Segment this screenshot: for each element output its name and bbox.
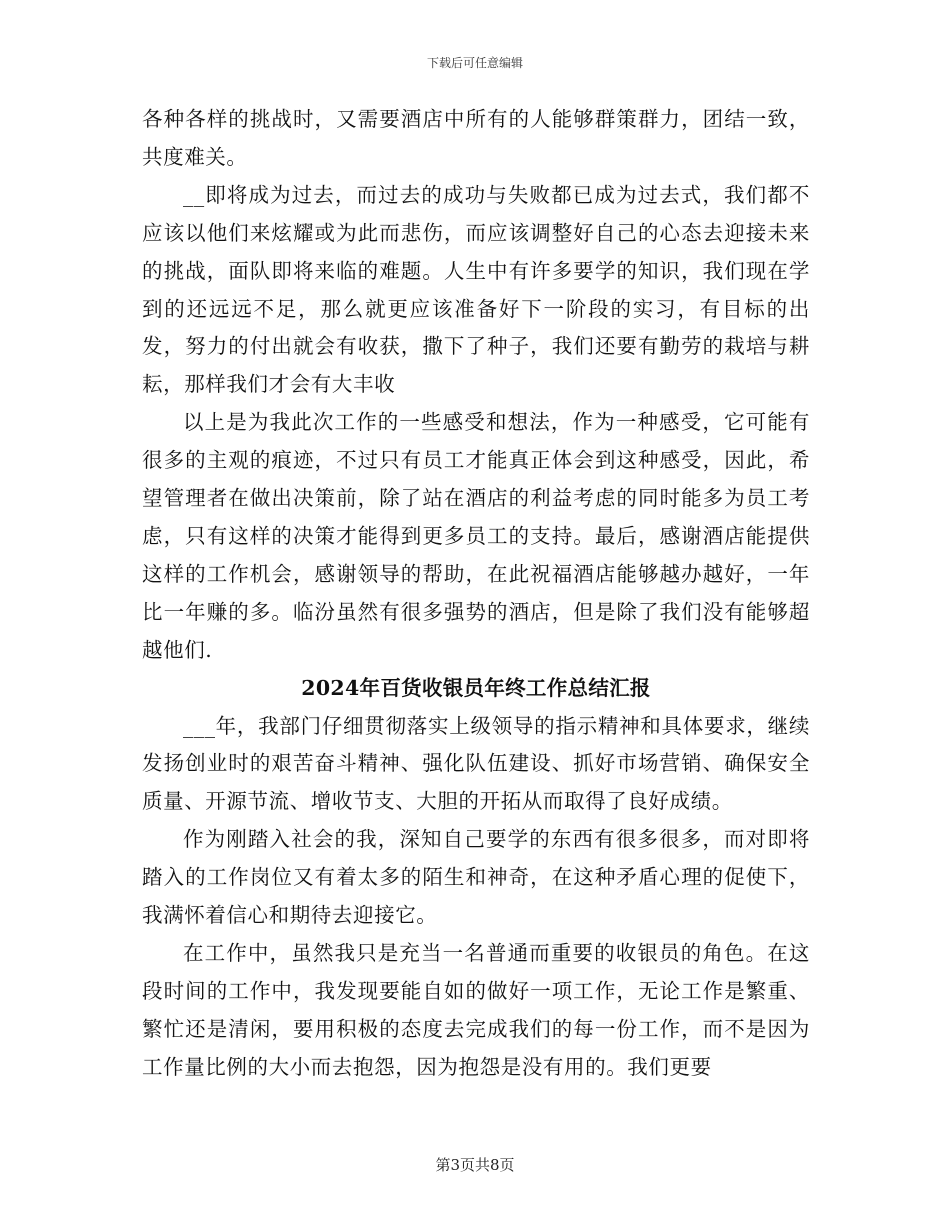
section-heading: 2024年百货收银员年终工作总结汇报 xyxy=(301,675,651,700)
document-body xyxy=(142,101,810,1087)
paragraph-2: __即将成为过去，而过去的成功与失败都已成为过去式，我们都不应该以他们来炫耀或为此而悲伤，而应该调整好自己的心态去迎接未来的挑战，面队即将来临的难题。人生中有许多要学的知识，我们现在学到的还远远不足，那么就更应该准备好下一阶段的实习，有目标的出发，努力的付出就会有收获，撒下了种子，我们还要有勤劳的栽培与耕耘，那样我们才会有大丰收 xyxy=(142,182,810,397)
paragraph-3: 以上是为我此次工作的一些感受和想法，作为一种感受，它可能有很多的主观的痕迹，不过只有员工才能真正体会到这种感受，因此，希望管理者在做出决策前，除了站在酒店的利益考虑的同时能多为员工考虑，只有这样的决策才能得到更多员工的支持。最后，感谢酒店能提供这样的工作机会，感谢领导的帮助，在此祝福酒店能够越办越好，一年比一年赚的多。临汾虽然有很多强势的酒店，但是除了我们没有能够超越他们. xyxy=(142,410,810,662)
paragraph-6: 在工作中，虽然我只是充当一名普通而重要的收银员的角色。在这段时间的工作中，我发现要能自如的做好一项工作，无论工作是繁重、繁忙还是清闲，要用积极的态度去完成我们的每一份工作，而不是因为工作量比例的大小而去抱怨，因为抱怨是没有用的。我们更要 xyxy=(142,940,810,1079)
page-header: 下载后可任意编辑 xyxy=(426,56,523,70)
paragraph-1: 各种各样的挑战时，又需要酒店中所有的人能够群策群力，团结一致，共度难关。 xyxy=(142,107,810,169)
paragraph-5: 作为刚踏入社会的我，深知自己要学的东西有很多很多，而对即将踏入的工作岗位又有着太多的陌生和神奇，在这种矛盾心理的促使下，我满怀着信心和期待去迎接它。 xyxy=(142,827,810,928)
paragraph-4: ___年，我部门仔细贯彻落实上级领导的指示精神和具体要求，继续发扬创业时的艰苦奋斗精神、强化队伍建设、抓好市场营销、确保安全质量、开源节流、增收节支、大胆的开拓从而取得了良好成绩。 xyxy=(142,713,810,814)
page-footer: 第3页共8页 xyxy=(435,1156,515,1174)
